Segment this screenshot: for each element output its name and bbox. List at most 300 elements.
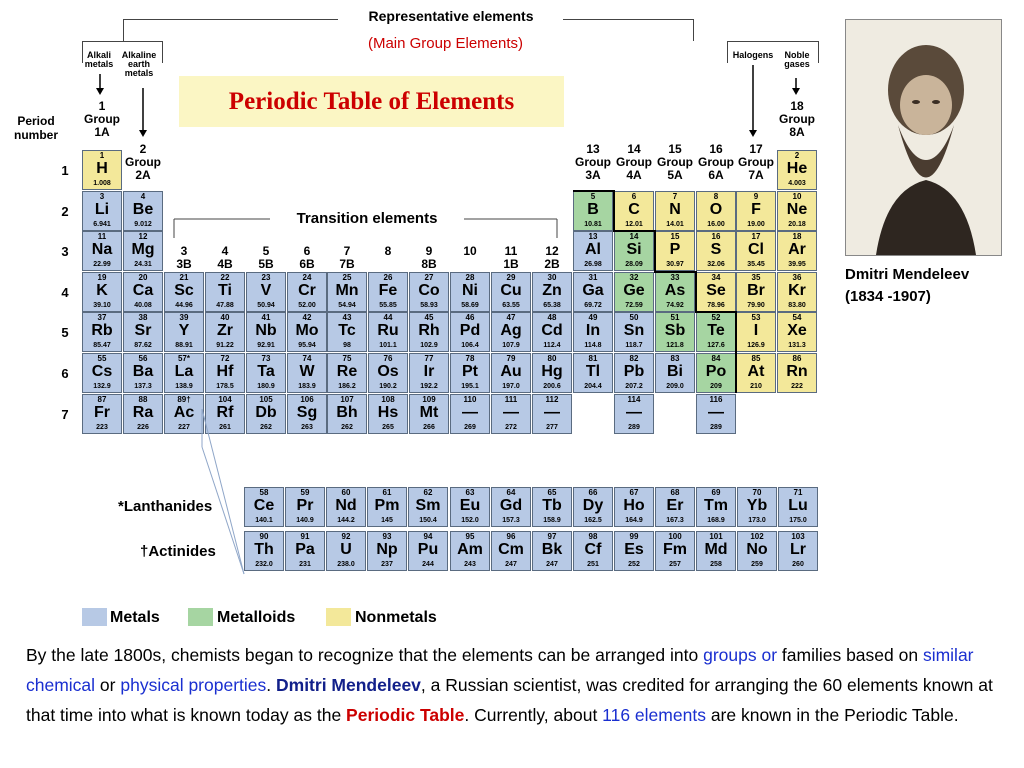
para-text-1: By the late 1800s, chemists began to recognize that the elements can be arranged into [26, 645, 704, 665]
atomic-mass: 26.98 [584, 261, 602, 268]
atomic-mass: 173.0 [748, 517, 766, 524]
atomic-number: 46 [465, 313, 475, 322]
element-symbol: Er [666, 497, 684, 514]
atomic-number: 22 [220, 273, 230, 282]
atomic-mass: 65.38 [543, 302, 561, 309]
atomic-mass: 19.00 [747, 221, 765, 228]
atomic-number: 88 [138, 395, 148, 404]
element-symbol: Md [704, 541, 728, 558]
atomic-number: 7 [672, 192, 678, 201]
atomic-number: 70 [752, 488, 762, 497]
element-cell-Fm-100 [655, 531, 695, 571]
atomic-number: 5 [590, 192, 596, 201]
atomic-mass: 289 [628, 424, 640, 431]
atomic-mass: 247 [505, 561, 517, 568]
element-symbol: Sm [415, 497, 441, 514]
para-text-7: are known in the Periodic Table. [705, 705, 959, 725]
atomic-mass: 247 [546, 561, 558, 568]
element-symbol: Hf [216, 363, 234, 380]
element-symbol: Ho [623, 497, 645, 514]
atomic-number: 16 [711, 232, 721, 241]
element-symbol: Ta [257, 363, 275, 380]
atomic-mass: 127.6 [707, 342, 725, 349]
atomic-mass: 54.94 [338, 302, 356, 309]
atomic-number: 2 [794, 151, 800, 160]
atomic-mass: 164.9 [625, 517, 643, 524]
atomic-number: 21 [179, 273, 189, 282]
element-symbol: Am [457, 541, 483, 558]
atomic-mass: 150.4 [419, 517, 437, 524]
atomic-number: 14 [629, 232, 639, 241]
atomic-mass: 32.06 [707, 261, 725, 268]
element-symbol: F [751, 201, 761, 218]
element-symbol: Cr [298, 282, 316, 299]
atomic-number: 9 [753, 192, 759, 201]
element-symbol: Te [707, 322, 725, 339]
atomic-number: 8 [713, 192, 719, 201]
element-symbol: He [786, 160, 808, 177]
atomic-mass: 257 [669, 561, 681, 568]
legend-metal-swatch [82, 608, 107, 626]
element-symbol: Ra [132, 404, 154, 421]
atomic-number: 98 [588, 532, 598, 541]
element-symbol: In [585, 322, 601, 339]
atomic-mass: 190.2 [379, 383, 397, 390]
legend-metalloid-swatch [188, 608, 213, 626]
element-symbol: Db [255, 404, 277, 421]
atomic-mass: 10.81 [584, 221, 602, 228]
atomic-mass: 74.92 [666, 302, 684, 309]
atomic-mass: 44.96 [175, 302, 193, 309]
element-cell-Np-93 [367, 531, 407, 571]
element-symbol: Se [706, 282, 726, 299]
element-symbol: Sc [174, 282, 194, 299]
atomic-number: 79 [506, 354, 516, 363]
element-symbol: Zn [542, 282, 562, 299]
element-cell-Bk-97 [532, 531, 572, 571]
atomic-number: 81 [588, 354, 598, 363]
atomic-number: 105 [259, 395, 273, 404]
element-symbol: Rn [786, 363, 808, 380]
atomic-number: 68 [670, 488, 680, 497]
element-symbol: Cs [91, 363, 113, 380]
element-symbol: Po [705, 363, 727, 380]
atomic-mass: 168.9 [707, 517, 725, 524]
element-symbol: P [669, 241, 681, 258]
element-symbol: Re [336, 363, 358, 380]
atomic-mass: 262 [260, 424, 272, 431]
element-symbol: Pb [623, 363, 645, 380]
atomic-mass: 55.85 [379, 302, 397, 309]
atomic-mass: 63.55 [502, 302, 520, 309]
atomic-number: 31 [588, 273, 598, 282]
atomic-number: 102 [750, 532, 764, 541]
element-symbol: Rb [91, 322, 113, 339]
atomic-mass: 92.91 [257, 342, 275, 349]
atomic-number: 55 [97, 354, 107, 363]
group-number: 8 [384, 244, 392, 258]
description-paragraph [26, 640, 1016, 730]
element-symbol: Hs [377, 404, 399, 421]
atomic-number: 112 [545, 395, 559, 404]
atomic-mass: 98 [343, 342, 351, 349]
atomic-number: 17 [751, 232, 761, 241]
group-ab: 7B [339, 257, 355, 271]
atomic-mass: 238.0 [337, 561, 355, 568]
atomic-number: 100 [668, 532, 682, 541]
transition-elements-label: Transition elements [296, 210, 438, 227]
atomic-mass: 210 [750, 383, 762, 390]
atomic-number: 63 [465, 488, 475, 497]
element-symbol: Ce [253, 497, 275, 514]
element-symbol: Pt [462, 363, 478, 380]
element-symbol: Be [132, 201, 154, 218]
element-symbol: Y [178, 322, 190, 339]
atomic-number: 104 [218, 395, 232, 404]
atomic-number: 110 [463, 395, 477, 404]
group-number: 5 [262, 244, 270, 258]
atomic-number: 53 [751, 313, 761, 322]
atomic-number: 36 [792, 273, 802, 282]
atomic-mass: 260 [792, 561, 804, 568]
atomic-mass: 158.9 [543, 517, 561, 524]
element-symbol: — [462, 404, 478, 421]
atomic-number: 108 [381, 395, 395, 404]
group-number: 14 [627, 142, 641, 156]
element-symbol: Cm [498, 541, 524, 558]
atomic-number: 43 [342, 313, 352, 322]
atomic-number: 44 [383, 313, 393, 322]
group-word: Group [575, 155, 611, 169]
atomic-number: 19 [97, 273, 107, 282]
atomic-mass: 87.62 [134, 342, 152, 349]
group-ab: 5A [667, 168, 683, 182]
atomic-mass: 69.72 [584, 302, 602, 309]
atomic-number: 94 [423, 532, 433, 541]
element-symbol: Pd [459, 322, 481, 339]
group-ab: 4B [217, 257, 233, 271]
atomic-number: 42 [302, 313, 312, 322]
atomic-mass: 20.18 [788, 221, 806, 228]
atomic-mass: 6.941 [93, 221, 111, 228]
atomic-mass: 58.69 [461, 302, 479, 309]
element-symbol: Cf [584, 541, 602, 558]
group-number: 11 [504, 244, 518, 258]
atomic-mass: 28.09 [625, 261, 643, 268]
atomic-number: 12 [138, 232, 148, 241]
atomic-mass: 72.59 [625, 302, 643, 309]
atomic-number: 58 [259, 488, 269, 497]
element-symbol: H [96, 160, 108, 177]
atomic-number: 60 [341, 488, 351, 497]
element-symbol: Ar [788, 241, 806, 258]
element-symbol: Ti [218, 282, 232, 299]
element-cell-U-92 [326, 531, 366, 571]
atomic-mass: 52.00 [298, 302, 316, 309]
group-number: 6 [303, 244, 311, 258]
element-symbol: V [260, 282, 272, 299]
halogens-label: Halogens [732, 50, 774, 60]
atomic-number: 57* [177, 354, 190, 363]
atomic-mass: 259 [751, 561, 763, 568]
element-symbol: Ru [377, 322, 399, 339]
element-symbol: Cu [500, 282, 522, 299]
element-symbol: — [544, 404, 560, 421]
atomic-mass: 251 [587, 561, 599, 568]
group-number: 13 [586, 142, 600, 156]
legend-nonmetals-label: Nonmetals [355, 609, 437, 626]
element-symbol: Bh [336, 404, 358, 421]
group-number: 7 [343, 244, 351, 258]
element-symbol: Bk [541, 541, 563, 558]
alkali-metals-label: Alkali metals [84, 50, 114, 69]
element-symbol: Sb [664, 322, 686, 339]
element-symbol: Sg [296, 404, 318, 421]
element-symbol: As [664, 282, 686, 299]
atomic-mass: 263 [301, 424, 313, 431]
physical-properties-link: physical properties [120, 675, 267, 695]
atomic-mass: 178.5 [216, 383, 234, 390]
element-cell-Am-95 [450, 531, 490, 571]
atomic-number: 37 [97, 313, 107, 322]
atomic-mass: 262 [341, 424, 353, 431]
atomic-mass: 39.10 [93, 302, 111, 309]
element-symbol: Nb [255, 322, 277, 339]
atomic-mass: 209 [710, 383, 722, 390]
period-6: 6 [61, 366, 69, 381]
element-symbol: La [174, 363, 194, 380]
element-symbol: Br [747, 282, 765, 299]
group-word: Group [738, 155, 774, 169]
atomic-mass: 197.0 [502, 383, 520, 390]
element-symbol: Xe [787, 322, 807, 339]
element-symbol: Os [377, 363, 399, 380]
atomic-mass: 261 [219, 424, 231, 431]
atomic-mass: 131.3 [788, 342, 806, 349]
atomic-number: 90 [259, 532, 269, 541]
atomic-number: 66 [588, 488, 598, 497]
group-word: Group [84, 112, 120, 126]
atomic-number: 39 [179, 313, 189, 322]
atomic-mass: 244 [422, 561, 434, 568]
group-ab: 7A [748, 168, 764, 182]
atomic-number: 82 [629, 354, 639, 363]
atomic-number: 109 [422, 395, 436, 404]
legend-metals-label: Metals [110, 609, 160, 626]
element-symbol: At [747, 363, 765, 380]
atomic-mass: 24.31 [134, 261, 152, 268]
element-symbol: Hg [541, 363, 563, 380]
element-symbol: Gd [499, 497, 523, 514]
element-symbol: Nd [335, 497, 357, 514]
atomic-number: 51 [670, 313, 680, 322]
atomic-number: 86 [792, 354, 802, 363]
element-cell-Pm-61 [367, 487, 407, 527]
element-symbol: I [753, 322, 759, 339]
atomic-number: 11 [97, 232, 107, 241]
atomic-number: 40 [220, 313, 230, 322]
atomic-mass: 39.95 [788, 261, 806, 268]
para-text-5: , a Russian scientist, was credited for arranging the 60 elements known at that time into what is known today as the [26, 675, 993, 725]
atomic-number: 24 [302, 273, 312, 282]
atomic-mass: 112.4 [543, 342, 561, 349]
group-ab: 3B [176, 257, 192, 271]
atomic-number: 6 [631, 192, 637, 201]
element-symbol: C [628, 201, 640, 218]
element-symbol: Dy [582, 497, 604, 514]
atomic-number: 50 [629, 313, 639, 322]
period-4: 4 [61, 285, 69, 300]
element-symbol: Mo [295, 322, 319, 339]
atomic-mass: 266 [423, 424, 435, 431]
atomic-number: 59 [300, 488, 310, 497]
element-symbol: Si [626, 241, 642, 258]
element-symbol: Pa [295, 541, 315, 558]
atomic-number: 18 [792, 232, 802, 241]
element-symbol: Ag [500, 322, 522, 339]
atomic-mass: 145 [381, 517, 393, 524]
element-cell-Lu-71 [778, 487, 818, 527]
element-symbol: Rf [216, 404, 234, 421]
element-symbol: O [709, 201, 723, 218]
atomic-mass: 144.2 [337, 517, 355, 524]
atomic-number: 77 [424, 354, 434, 363]
element-symbol: Fr [94, 404, 110, 421]
element-cell-Dy-66 [573, 487, 613, 527]
element-symbol: Ge [623, 282, 645, 299]
group-ab: 1B [503, 257, 519, 271]
element-symbol: Pr [296, 497, 314, 514]
atomic-mass: 223 [96, 424, 108, 431]
atomic-mass: 88.91 [175, 342, 193, 349]
element-symbol: Ne [786, 201, 808, 218]
atomic-mass: 4.003 [788, 180, 806, 187]
group-ab: 3A [585, 168, 601, 182]
atomic-mass: 126.9 [747, 342, 765, 349]
atomic-mass: 200.6 [543, 383, 561, 390]
atomic-mass: 272 [505, 424, 517, 431]
atomic-mass: 207.2 [625, 383, 643, 390]
element-symbol: — [503, 404, 519, 421]
atomic-number: 3 [99, 192, 105, 201]
atomic-number: 34 [711, 273, 721, 282]
element-cell-Eu-63 [450, 487, 490, 527]
para-text-3: or [95, 675, 121, 695]
atomic-number: 35 [751, 273, 761, 282]
element-cell-No-102 [737, 531, 777, 571]
atomic-mass: 265 [382, 424, 394, 431]
atomic-mass: 289 [710, 424, 722, 431]
legend-metalloids-label: Metalloids [217, 609, 296, 626]
atomic-number: 111 [504, 395, 518, 404]
element-cell-Nd-60 [326, 487, 366, 527]
atomic-mass: 232.0 [255, 561, 273, 568]
actinides-label: †Actinides [140, 543, 216, 560]
atomic-mass: 1.008 [93, 180, 111, 187]
atomic-number: 52 [711, 313, 721, 322]
lanthanides-label: *Lanthanides [118, 498, 213, 515]
atomic-mass: 16.00 [707, 221, 725, 228]
element-symbol: Co [418, 282, 440, 299]
element-count: 116 elements [602, 705, 706, 725]
atomic-mass: 47.88 [216, 302, 234, 309]
atomic-mass: 106.4 [461, 342, 479, 349]
atomic-number: 83 [670, 354, 680, 363]
atomic-mass: 186.2 [338, 383, 356, 390]
element-symbol: Cl [748, 241, 764, 258]
group-word: Group [779, 112, 815, 126]
portrait-name: Dmitri Mendeleev [845, 266, 970, 283]
representative-elements-label: Representative elements [368, 8, 534, 24]
group-ab: 2B [544, 257, 560, 271]
period-number-label: Period number [13, 114, 58, 142]
atomic-mass: 114.8 [584, 342, 602, 349]
atomic-number: 56 [138, 354, 148, 363]
element-symbol: — [708, 404, 724, 421]
group-ab: 6B [299, 257, 315, 271]
group-number: 16 [709, 142, 723, 156]
atomic-number: 89† [177, 395, 191, 404]
atomic-mass: 167.3 [666, 517, 684, 524]
atomic-mass: 180.9 [257, 383, 275, 390]
group-ab: 5B [258, 257, 274, 271]
atomic-mass: 14.01 [666, 221, 684, 228]
element-symbol: Np [376, 541, 398, 558]
element-cell-Gd-64 [491, 487, 531, 527]
atomic-number: 97 [547, 532, 557, 541]
element-cell-Ce-58 [244, 487, 284, 527]
atomic-mass: 231 [299, 561, 311, 568]
atomic-mass: 269 [464, 424, 476, 431]
period-7: 7 [61, 407, 69, 422]
atomic-number: 69 [711, 488, 721, 497]
atomic-mass: 79.90 [747, 302, 765, 309]
atomic-number: 38 [138, 313, 148, 322]
atomic-mass: 195.1 [461, 383, 479, 390]
atomic-number: 76 [383, 354, 393, 363]
element-cell-Cf-98 [573, 531, 613, 571]
atomic-number: 92 [341, 532, 351, 541]
groups-link: groups or [703, 645, 778, 665]
atomic-number: 116 [709, 395, 723, 404]
atomic-mass: 227 [178, 424, 190, 431]
element-symbol: Tm [704, 497, 728, 514]
atomic-number: 20 [138, 273, 148, 282]
atomic-mass: 30.97 [666, 261, 684, 268]
atomic-mass: 137.3 [134, 383, 152, 390]
element-symbol: Sn [623, 322, 645, 339]
atomic-number: 45 [424, 313, 434, 322]
atomic-number: 73 [261, 354, 271, 363]
atomic-number: 49 [588, 313, 598, 322]
atomic-mass: 162.5 [584, 517, 602, 524]
atomic-number: 4 [140, 192, 146, 201]
para-text-4: . [266, 675, 276, 695]
legend-nonmetal-swatch [326, 608, 351, 626]
atomic-mass: 78.96 [707, 302, 725, 309]
group-number: 12 [545, 244, 559, 258]
element-symbol: Kr [788, 282, 806, 299]
element-symbol: Rh [418, 322, 440, 339]
element-symbol: Bi [667, 363, 683, 380]
atomic-mass: 277 [546, 424, 558, 431]
atomic-number: 30 [547, 273, 557, 282]
element-symbol: Tb [542, 497, 562, 514]
element-symbol: Pm [374, 497, 400, 514]
element-cell-Tm-69 [696, 487, 736, 527]
atomic-mass: 209.0 [666, 383, 684, 390]
element-cell-Yb-70 [737, 487, 777, 527]
